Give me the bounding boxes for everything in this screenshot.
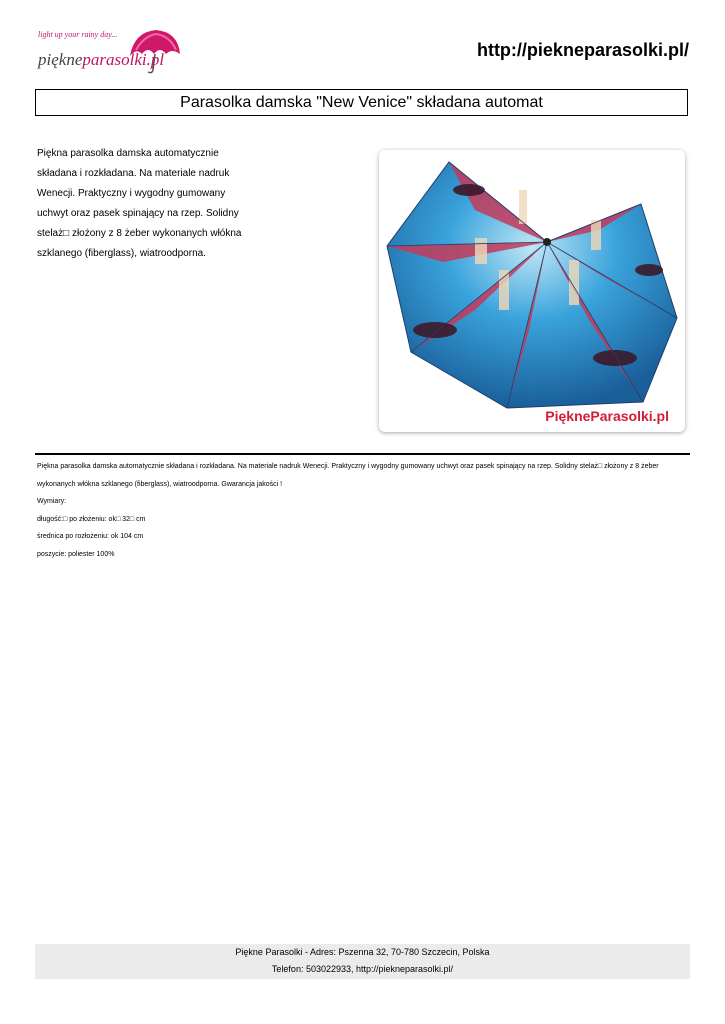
product-image <box>379 150 685 432</box>
description-line: wykonanych włókna szklanego (fiberglass), wiatroodporna. Gwarancja jakości ! <box>37 480 283 488</box>
logo-wordmark <box>38 50 164 70</box>
intro-line: uchwyt oraz pasek spinający na rzep. Solidny <box>37 208 239 219</box>
intro-line: szklanego (fiberglass), wiatroodporna. <box>37 248 206 259</box>
footer-contact: Telefon: 503022933, http://piekneparasolki.pl/ <box>271 964 454 974</box>
product-intro <box>37 144 267 264</box>
site-url[interactable]: http://piekneparasolki.pl/ <box>476 40 689 60</box>
intro-line: Piękna parasolka damska automatycznie <box>37 148 219 159</box>
description-line: poszycie: poliester 100% <box>37 550 115 558</box>
description-line: Piękna parasolka damska automatycznie składana i rozkładana. Na materiale nadruk Wenecji. Praktyczny i wygodny gumowany uchwyt oraz pasek spinający na rzep. Solidny stelaż□ złożony z 8 żeber <box>37 463 659 470</box>
intro-line: Wenecji. Praktyczny i wygodny gumowany <box>37 188 226 199</box>
intro-line: składana i rozkładana. Na materiale nadruk <box>37 168 230 179</box>
umbrella-illustration <box>379 150 685 432</box>
description-line: Wymiary: <box>37 498 67 505</box>
section-divider <box>35 453 690 455</box>
intro-line: stelaż□ złożony z 8 żeber wykonanych włókna <box>37 228 242 239</box>
footer-address: Piękne Parasolki - Adres: Pszenna 32, 70-780 Szczecin, Polska <box>235 947 490 957</box>
site-logo[interactable] <box>36 26 186 78</box>
description-line: długość:□ po złożeniu: ok□ 32□ cm <box>37 515 146 523</box>
logo-text-accent: parasolki.pl <box>82 50 165 69</box>
description-line: średnica po rozłożeniu: ok 104 cm <box>37 533 144 540</box>
logo-tagline: light up your rainy day... <box>38 30 118 39</box>
product-description <box>37 458 689 563</box>
page-footer <box>35 944 690 979</box>
product-title: Parasolka damska "New Venice" składana automat <box>35 89 688 116</box>
image-watermark: PiękneParasolki.pl <box>545 408 669 424</box>
logo-text-part: piękne <box>38 50 83 69</box>
